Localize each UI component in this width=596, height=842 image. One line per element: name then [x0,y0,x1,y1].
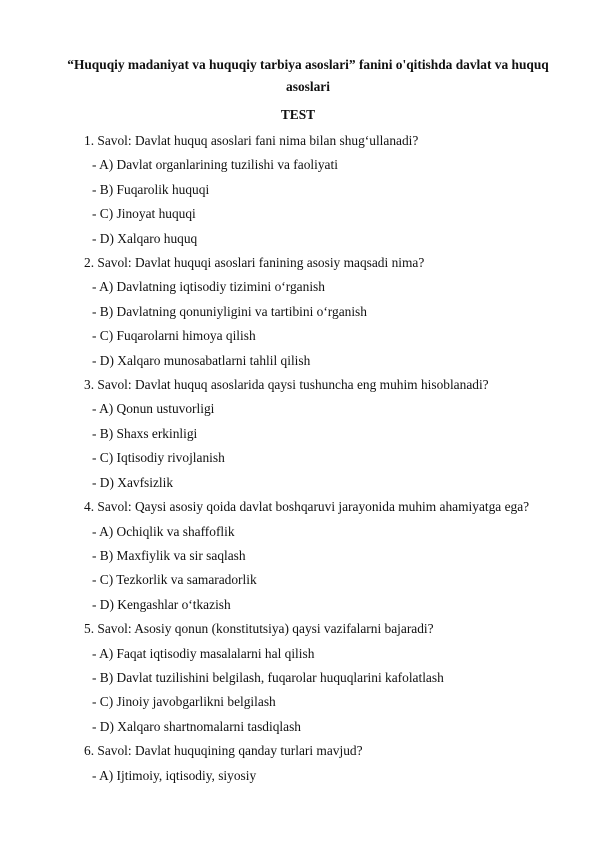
answer-option: - A) Davlatning iqtisodiy tizimini o‘rganish [92,279,325,295]
answer-option: - C) Jinoiy javobgarlikni belgilash [92,694,276,710]
answer-option: - B) Maxfiylik va sir saqlash [92,547,246,563]
answer-option: - D) Xalqaro shartnomalarni tasdiqlash [92,718,301,734]
question-text: 6. Savol: Davlat huquqining qanday turlari mavjud? [84,743,363,759]
answer-option: - D) Xavfsizlik [92,474,174,490]
answer-option: - B) Davlat tuzilishini belgilash, fuqarolar huquqlarini kafolatlash [92,669,444,685]
answer-option: - A) Ijtimoiy, iqtisodiy, siyosiy [92,767,257,783]
answer-option: - A) Ochiqlik va shaffoflik [92,523,235,539]
question-list [84,129,584,788]
answer-option: - D) Xalqaro huquq [92,230,198,246]
answer-option: - C) Fuqarolarni himoya qilish [92,328,256,344]
answer-option: - A) Davlat organlarining tuzilishi va faoliyati [92,157,338,173]
document-subtitle: TEST [280,107,316,122]
document-title: “Huquqiy madaniyat va huquqiy tarbiya asoslari” fanini o'qitishda davlat va huquq asoslari [67,57,549,94]
question-text: 1. Savol: Davlat huquq asoslari fani nima bilan shug‘ullanadi? [84,133,419,148]
answer-option: - B) Shaxs erkinligi [92,425,198,441]
answer-option: - C) Tezkorlik va samaradorlik [92,572,257,588]
answer-option: - C) Jinoyat huquqi [92,206,196,222]
answer-option: - D) Kengashlar o‘tkazish [92,596,231,612]
answer-option: - A) Qonun ustuvorligi [92,401,215,417]
answer-option: - B) Fuqarolik huquqi [92,181,210,197]
answer-option: - B) Davlatning qonuniyligini va tartibini o‘rganish [92,303,367,319]
question-text: 2. Savol: Davlat huquqi asoslari fanining asosiy maqsadi nima? [84,255,425,271]
answer-option: - A) Faqat iqtisodiy masalalarni hal qilish [92,645,315,661]
answer-option: - C) Iqtisodiy rivojlanish [92,450,225,466]
question-text: 5. Savol: Asosiy qonun (konstitutsiya) qaysi vazifalarni bajaradi? [84,621,434,637]
question-text: 3. Savol: Davlat huquq asoslarida qaysi tushuncha eng muhim hisoblanadi? [84,377,489,393]
question-text: 4. Savol: Qaysi asosiy qoida davlat boshqaruvi jarayonida muhim ahamiyatga ega? [84,499,530,515]
answer-option: - D) Xalqaro munosabatlarni tahlil qilish [92,352,311,368]
